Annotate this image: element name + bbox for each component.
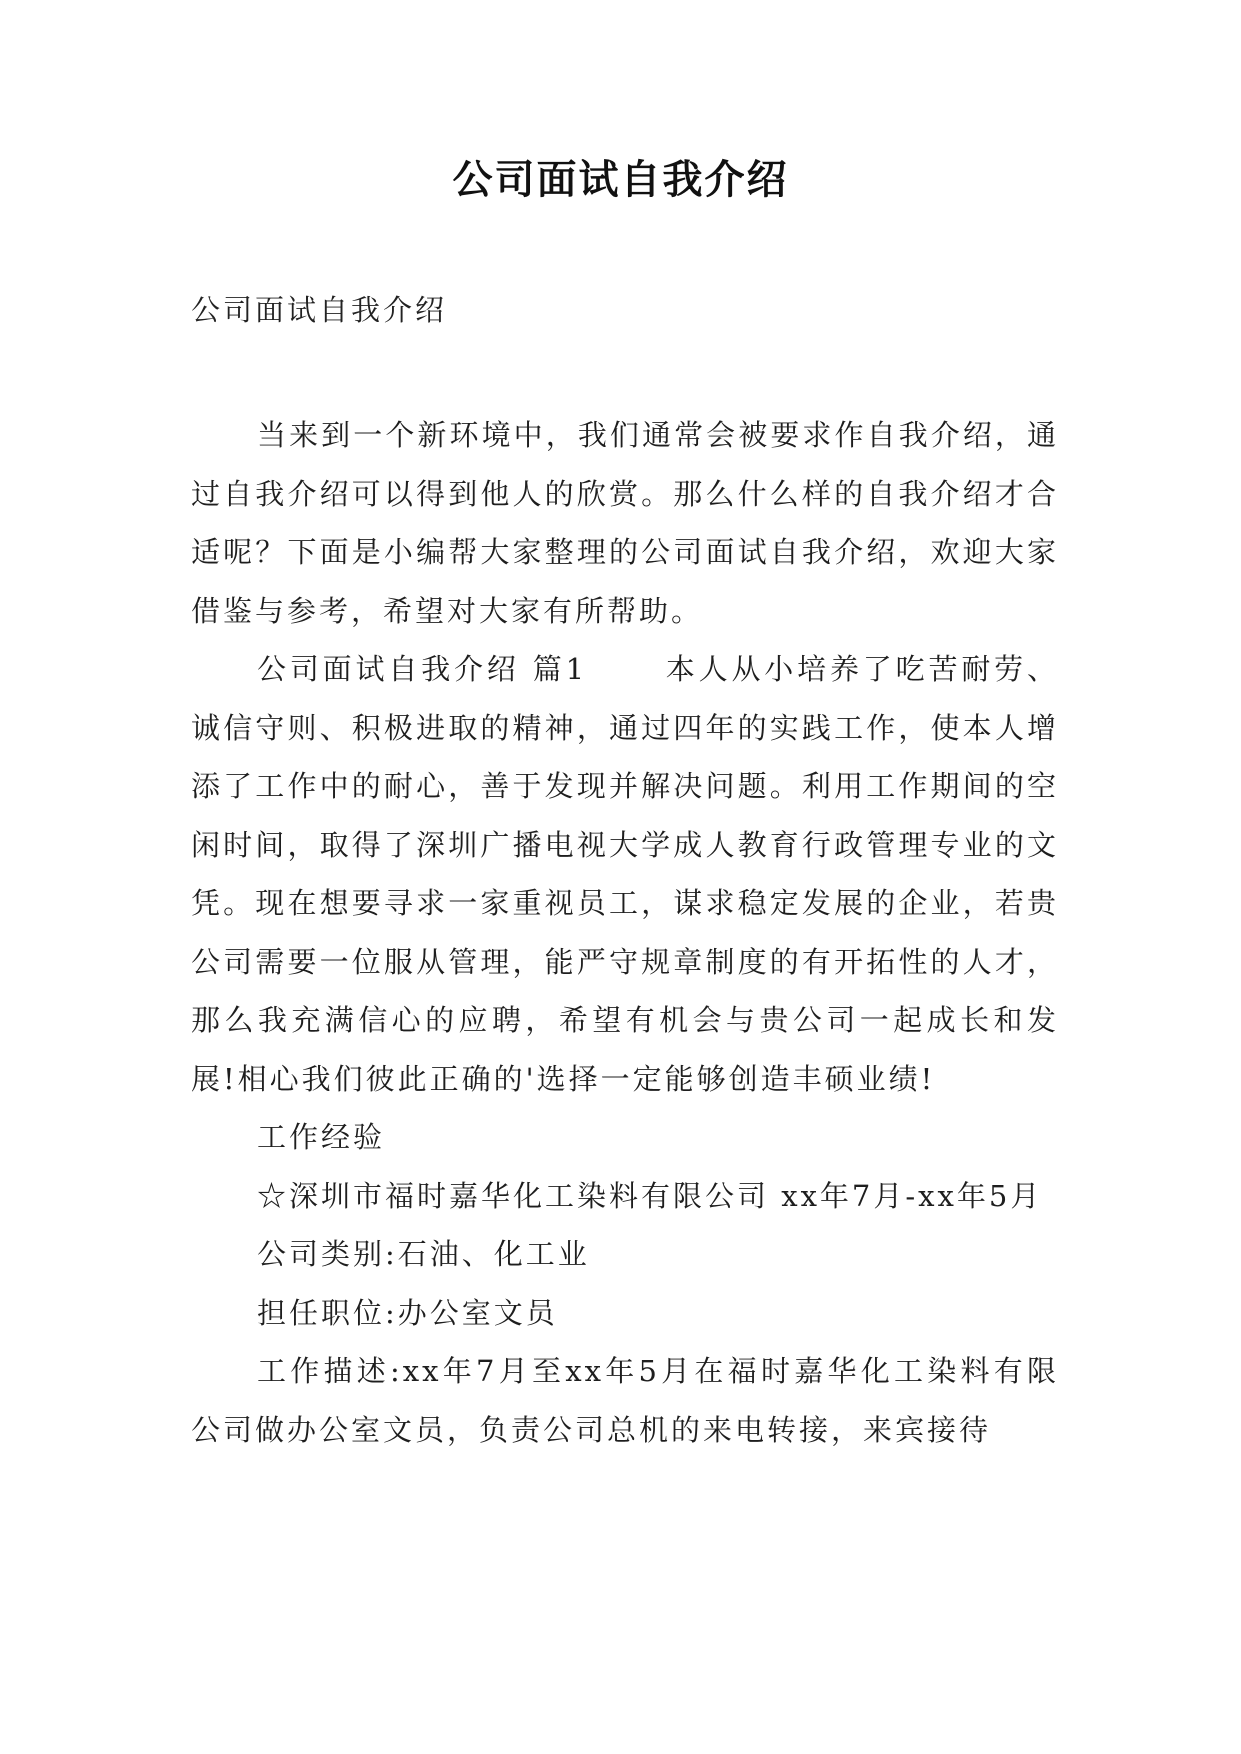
document-body [191, 406, 1059, 1459]
document-title: 公司面试自我介绍 [452, 157, 789, 203]
work-description: 工作描述:xx年7月至xx年5月在福时嘉华化工染料有限公司做办公室文员，负责公司总机的来电转接，来宾接待 [191, 1354, 1059, 1447]
company-entry: ☆深圳市福时嘉华化工染料有限公司 xx年7月-xx年5月 [257, 1178, 1043, 1213]
document-subtitle: 公司面试自我介绍 [191, 293, 448, 327]
company-category: 公司类别:石油、化工业 [257, 1237, 590, 1271]
self-intro-paragraph: 公司面试自我介绍 篇1 本人从小培养了吃苦耐劳、诚信守则、积极进取的精神，通过四年的实践工作，使本人增添了工作中的耐心，善于发现并解决问题。利用工作期间的空闲时间，取得了深圳广播电视大学成人教育行政管理专业的文凭。现在想要寻求一家重视员工，谋求稳定发展的企业，若贵公司需要一位服从管理，能严守规章制度的有开拓性的人才，那么我充满信心的应聘，希望有机会与贵公司一起成长和发展!相心我们彼此正确的'选择一定能够创造丰硕业绩! [191, 652, 1059, 1096]
intro-paragraph: 当来到一个新环境中，我们通常会被要求作自我介绍，通过自我介绍可以得到他人的欣赏。那么什么样的自我介绍才合适呢？下面是小编帮大家整理的公司面试自我介绍，欢迎大家借鉴与参考，希望对大家有所帮助。 [191, 418, 1059, 628]
position-held: 担任职位:办公室文员 [257, 1295, 558, 1330]
work-experience-heading: 工作经验 [257, 1120, 386, 1154]
